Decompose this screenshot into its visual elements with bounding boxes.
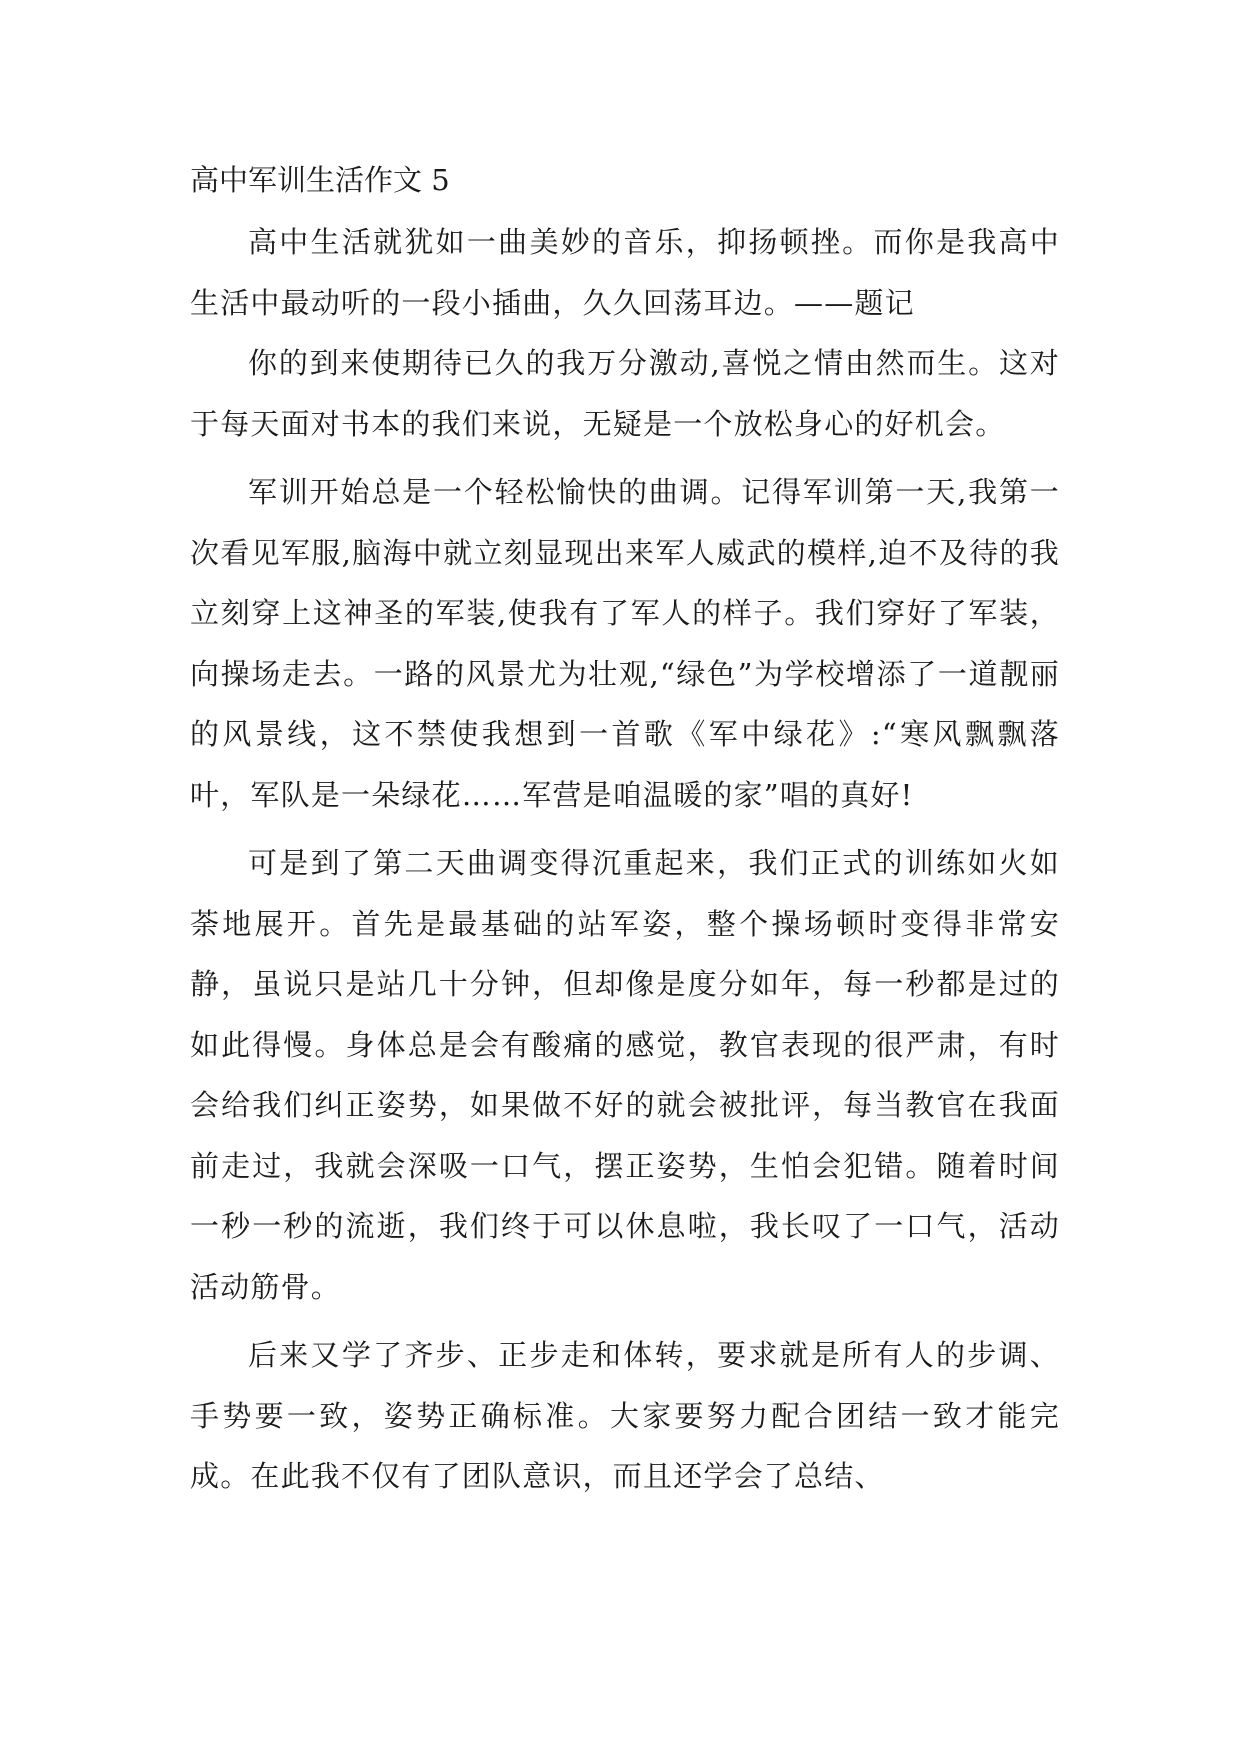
paragraph-drills: 后来又学了齐步、正步走和体转，要求就是所有人的步调、手势要一致，姿势正确标准。大家要努力配合团结一致才能完成。在此我不仅有了团队意识，而且还学会了总结、: [190, 1338, 1060, 1493]
paragraph-first-day: 军训开始总是一个轻松愉快的曲调。记得军训第一天,我第一次看见军服,脑海中就立刻显现出来军人威武的模样,迫不及待的我立刻穿上这神圣的军装,使我有了军人的样子。我们穿好了军装，向操场走去。一路的风景尤为壮观,“绿色”为学校增添了一道靓丽的风景线，这不禁使我想到一首歌《军中绿花》:“寒风飘飘落叶，军队是一朵绿花……军营是咱温暖的家”唱的真好!: [190, 475, 1060, 812]
paragraph-arrival: 你的到来使期待已久的我万分激动,喜悦之情由然而生。这对于每天面对书本的我们来说，无疑是一个放松身心的好机会。: [190, 346, 1060, 441]
document-title: 高中军训生活作文 5: [190, 163, 450, 197]
paragraph-second-day: 可是到了第二天曲调变得沉重起来，我们正式的训练如火如荼地展开。首先是最基础的站军姿，整个操场顿时变得非常安静，虽说只是站几十分钟，但却像是度分如年，每一秒都是过的如此得慢。身体总是会有酸痛的感觉，教官表现的很严肃，有时会给我们纠正姿势，如果做不好的就会被批评，每当教官在我面前走过，我就会深吸一口气，摆正姿势，生怕会犯错。随着时间一秒一秒的流逝，我们终于可以休息啦，我长叹了一口气，活动活动筋骨。: [190, 846, 1060, 1304]
paragraph-epigraph: 高中生活就犹如一曲美妙的音乐，抑扬顿挫。而你是我高中生活中最动听的一段小插曲，久久回荡耳边。——题记: [190, 225, 1060, 320]
document-page: [190, 150, 1060, 1507]
